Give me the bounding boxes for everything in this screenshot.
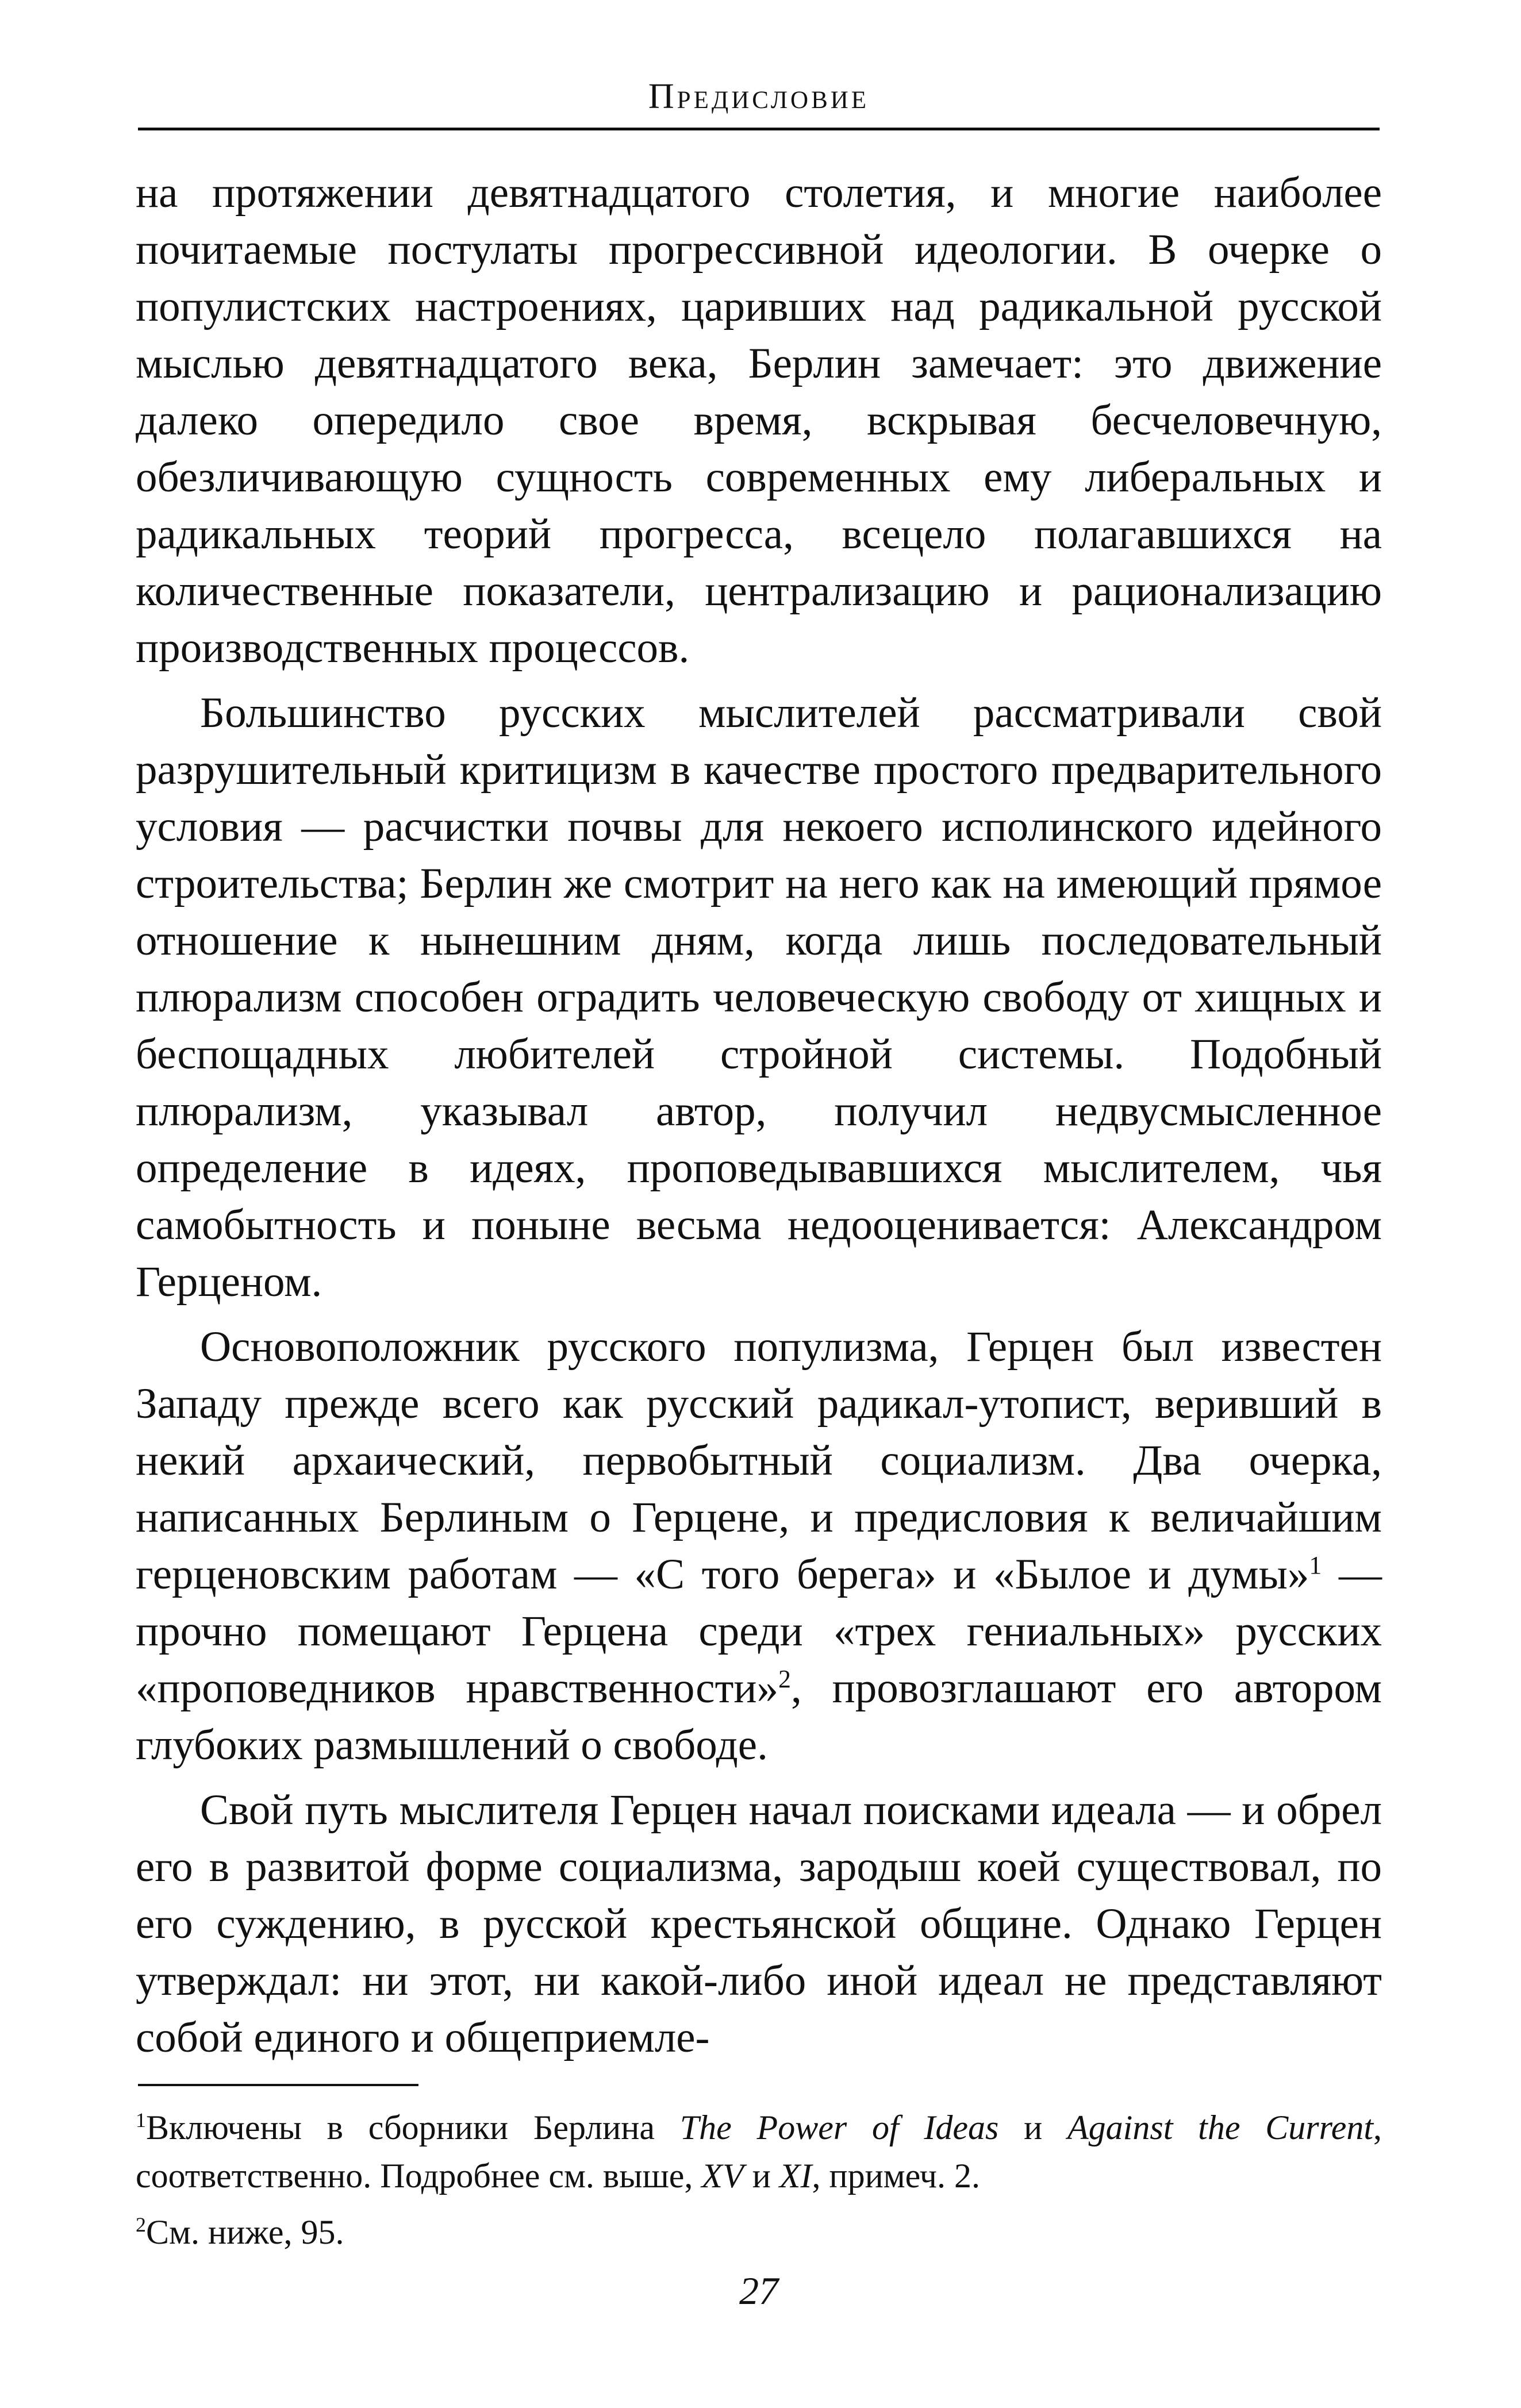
- footnote-1-book-title-1: The Power of Ideas: [679, 2109, 999, 2147]
- paragraph-3-text-a: Основоположник русского популизма, Герцен был известен Западу прежде всего как русский радикал-утопист, веривший в некий архаический, первобытный социализм. Два очерка, написанных Берлиным о Герцене, и предисловия к величайшим герценовским работам — «С того берега» и «Былое и думы»: [136, 1323, 1382, 1598]
- footnote-1-text-4: и: [743, 2157, 779, 2195]
- footnote-1-text-1: Включены в сборники Берлина: [146, 2109, 680, 2147]
- footnote-1-text-3: , соответственно. Подробнее см. выше,: [136, 2109, 1382, 2195]
- footnote-rule: [138, 2084, 418, 2086]
- body-text: [136, 164, 1382, 2066]
- paragraph-3-text-b: — прочно помещают Герцена среди «трех гениальных» русских «проповедников нравственности»: [136, 1551, 1382, 1712]
- paragraph-1: на протяжении девятнадцатого столетия, и многие наиболее почитаемые постулаты прогрессивной идеологии. В очерке о популистских настроениях, царивших над радикальной русской мыслью девятнадцатого века, Берлин замечает: это движение далеко опередило свое время, вскрывая бесчеловечную, обезличивающую сущность современных ему либеральных и радикальных теорий прогресса, всецело полагавшихся на количественные показатели, централизацию и рационализацию производственных процессов.: [136, 169, 1382, 672]
- footnote-1-page-ref-1: XV: [701, 2157, 744, 2195]
- paragraph-4: Свой путь мыслителя Герцен начал поисками идеала — и обрел его в развитой форме социализма, зародыш коей существовал, по его суждению, в русской крестьянской общине. Однако Герцен утверждал: ни этот, ни какой-либо иной идеал не представляют собой единого и общеприемле-: [136, 1786, 1382, 2061]
- footnote-1: [136, 2103, 1382, 2200]
- footnotes: [136, 2103, 1382, 2264]
- footnote-1-book-title-2: Against the Current: [1067, 2109, 1374, 2147]
- paragraph-3: [136, 1318, 1382, 1774]
- footnote-ref-2: 2: [778, 1665, 791, 1693]
- paragraph-2: Большинство русских мыслителей рассматривали свой разрушительный критицизм в качестве простого предварительного условия — расчистки почвы для некоего исполинского идейного строительства; Берлин же смотрит на него как на имеющий прямое отношение к нынешним дням, когда лишь последовательный плюрализм способен оградить человеческую свободу от хищных и беспощадных любителей стройной системы. Подобный плюрализм, указывал автор, получил недвусмысленное определение в идеях, проповедывавшихся мыслителем, чья самобытность и поныне весьма недооценивается: Александром Герценом.: [136, 689, 1382, 1306]
- footnote-2-text: См. ниже, 95.: [146, 2213, 344, 2251]
- footnote-ref-1: 1: [1309, 1551, 1322, 1579]
- footnote-2-mark: 2: [136, 2213, 146, 2236]
- footnote-1-text-5: , примеч. 2.: [812, 2157, 980, 2195]
- footnote-1-text-2: и: [998, 2109, 1068, 2147]
- paragraph-3-text-c: , провозглашают его автором глубоких размышлений о свободе.: [136, 1664, 1382, 1769]
- header-rule: [138, 128, 1380, 130]
- page-number: 27: [739, 2269, 778, 2313]
- footnote-2: [136, 2208, 1382, 2256]
- running-head: Предисловие: [648, 77, 870, 116]
- footnote-1-page-ref-2: XI: [779, 2157, 812, 2195]
- footnote-1-mark: 1: [136, 2109, 146, 2132]
